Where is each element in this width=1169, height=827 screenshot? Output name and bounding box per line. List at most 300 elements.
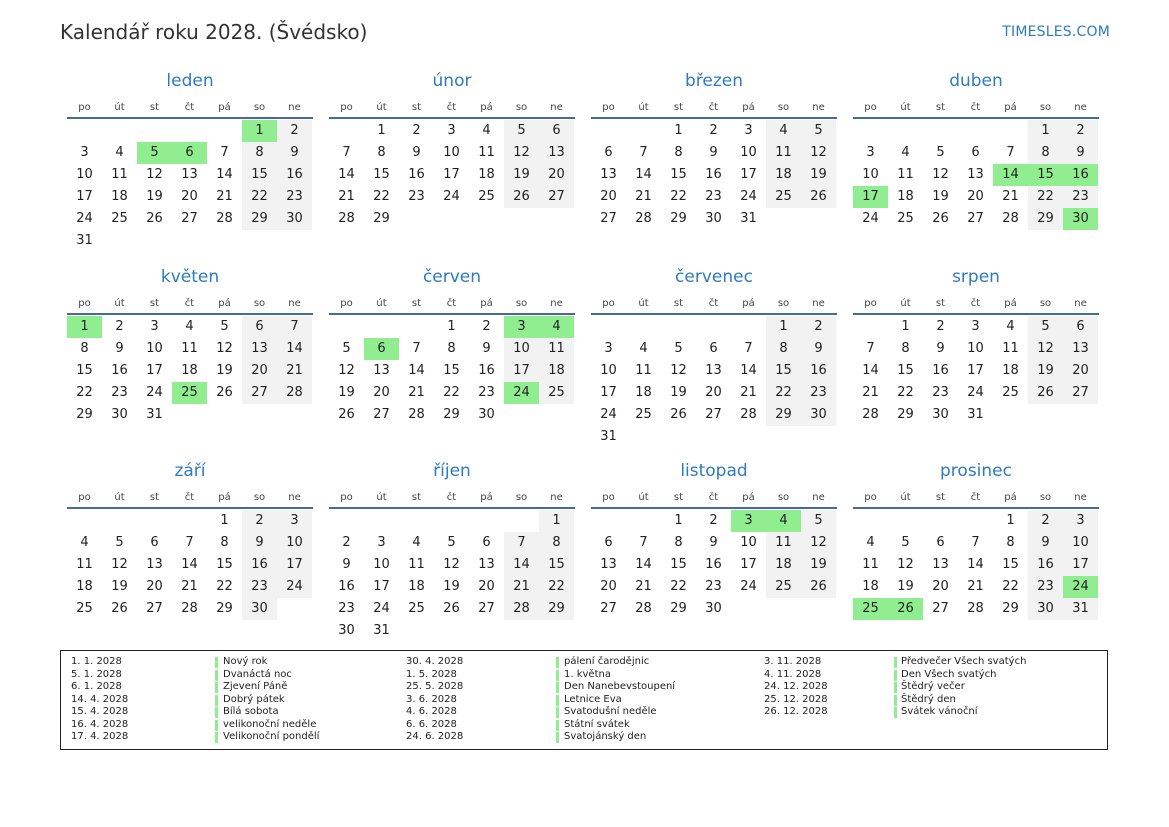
day-cell[interactable]: 27 xyxy=(478,601,495,616)
day-cell[interactable]: 14 xyxy=(967,557,984,572)
day-cell[interactable]: 16 xyxy=(1028,554,1063,576)
day-cell[interactable]: 3 xyxy=(744,123,753,138)
day-cell[interactable]: 27 xyxy=(242,382,277,404)
day-cell[interactable]: 6 xyxy=(971,145,980,160)
day-cell[interactable]: 8 xyxy=(80,341,89,356)
day-cell[interactable]: 2 xyxy=(277,120,312,142)
day-cell[interactable]: 2 xyxy=(709,513,718,528)
day-cell[interactable]: 18 xyxy=(862,579,879,594)
day-cell[interactable]: 14 xyxy=(408,363,425,378)
day-cell[interactable]: 17 xyxy=(740,167,757,182)
day-cell[interactable]: 19 xyxy=(801,164,836,186)
day-cell[interactable]: 29 xyxy=(1028,208,1063,230)
day-cell[interactable]: 25 xyxy=(1002,385,1019,400)
day-cell[interactable]: 18 xyxy=(181,363,198,378)
day-cell[interactable]: 16 xyxy=(705,167,722,182)
day-cell[interactable]: 11 xyxy=(111,167,128,182)
day-cell[interactable]: 2 xyxy=(412,123,421,138)
day-cell[interactable]: 21 xyxy=(408,385,425,400)
day-cell[interactable]: 2 xyxy=(242,510,277,532)
day-cell[interactable]: 16 xyxy=(705,557,722,572)
day-cell[interactable]: 24 xyxy=(740,189,757,204)
day-cell[interactable]: 6 xyxy=(1063,316,1098,338)
day-cell[interactable]: 7 xyxy=(342,145,351,160)
day-cell[interactable]: 23 xyxy=(338,601,355,616)
holiday-day-cell[interactable]: 6 xyxy=(364,338,399,360)
day-cell[interactable]: 15 xyxy=(373,167,390,182)
day-cell[interactable]: 4 xyxy=(115,145,124,160)
day-cell[interactable]: 26 xyxy=(216,385,233,400)
day-cell[interactable]: 3 xyxy=(447,123,456,138)
day-cell[interactable]: 22 xyxy=(1002,579,1019,594)
day-cell[interactable]: 23 xyxy=(277,186,312,208)
holiday-day-cell[interactable]: 3 xyxy=(504,316,539,338)
day-cell[interactable]: 12 xyxy=(897,557,914,572)
day-cell[interactable]: 11 xyxy=(478,145,495,160)
day-cell[interactable]: 5 xyxy=(801,510,836,532)
day-cell[interactable]: 22 xyxy=(670,189,687,204)
day-cell[interactable]: 26 xyxy=(801,576,836,598)
day-cell[interactable]: 7 xyxy=(185,535,194,550)
day-cell[interactable]: 29 xyxy=(216,601,233,616)
day-cell[interactable]: 27 xyxy=(1063,382,1098,404)
day-cell[interactable]: 21 xyxy=(216,189,233,204)
day-cell[interactable]: 26 xyxy=(1028,382,1063,404)
day-cell[interactable]: 20 xyxy=(967,189,984,204)
day-cell[interactable]: 28 xyxy=(338,211,355,226)
day-cell[interactable]: 10 xyxy=(76,167,93,182)
day-cell[interactable]: 7 xyxy=(412,341,421,356)
day-cell[interactable]: 6 xyxy=(604,145,613,160)
day-cell[interactable]: 11 xyxy=(1002,341,1019,356)
day-cell[interactable]: 8 xyxy=(242,142,277,164)
day-cell[interactable]: 31 xyxy=(76,233,93,248)
day-cell[interactable]: 20 xyxy=(600,579,617,594)
day-cell[interactable]: 27 xyxy=(539,186,574,208)
day-cell[interactable]: 27 xyxy=(373,407,390,422)
day-cell[interactable]: 1 xyxy=(539,510,574,532)
day-cell[interactable]: 24 xyxy=(146,385,163,400)
day-cell[interactable]: 6 xyxy=(709,341,718,356)
day-cell[interactable]: 22 xyxy=(373,189,390,204)
day-cell[interactable]: 28 xyxy=(740,407,757,422)
day-cell[interactable]: 28 xyxy=(635,601,652,616)
day-cell[interactable]: 24 xyxy=(76,211,93,226)
day-cell[interactable]: 19 xyxy=(801,554,836,576)
day-cell[interactable]: 12 xyxy=(504,142,539,164)
day-cell[interactable]: 5 xyxy=(342,341,351,356)
day-cell[interactable]: 10 xyxy=(277,532,312,554)
day-cell[interactable]: 17 xyxy=(373,579,390,594)
day-cell[interactable]: 15 xyxy=(76,363,93,378)
day-cell[interactable]: 15 xyxy=(766,360,801,382)
day-cell[interactable]: 24 xyxy=(373,601,390,616)
day-cell[interactable]: 13 xyxy=(932,557,949,572)
day-cell[interactable]: 10 xyxy=(373,557,390,572)
day-cell[interactable]: 29 xyxy=(373,211,390,226)
day-cell[interactable]: 16 xyxy=(801,360,836,382)
day-cell[interactable]: 23 xyxy=(111,385,128,400)
day-cell[interactable]: 3 xyxy=(604,341,613,356)
day-cell[interactable]: 14 xyxy=(338,167,355,182)
day-cell[interactable]: 20 xyxy=(181,189,198,204)
holiday-day-cell[interactable]: 5 xyxy=(137,142,172,164)
day-cell[interactable]: 29 xyxy=(670,211,687,226)
day-cell[interactable]: 29 xyxy=(670,601,687,616)
day-cell[interactable]: 7 xyxy=(639,145,648,160)
day-cell[interactable]: 11 xyxy=(635,363,652,378)
day-cell[interactable]: 21 xyxy=(1002,189,1019,204)
day-cell[interactable]: 17 xyxy=(146,363,163,378)
day-cell[interactable]: 25 xyxy=(766,576,801,598)
day-cell[interactable]: 19 xyxy=(932,189,949,204)
day-cell[interactable]: 11 xyxy=(76,557,93,572)
day-cell[interactable]: 3 xyxy=(1063,510,1098,532)
day-cell[interactable]: 7 xyxy=(220,145,229,160)
day-cell[interactable]: 9 xyxy=(709,535,718,550)
day-cell[interactable]: 29 xyxy=(766,404,801,426)
holiday-day-cell[interactable]: 3 xyxy=(731,510,766,532)
day-cell[interactable]: 10 xyxy=(740,535,757,550)
day-cell[interactable]: 16 xyxy=(242,554,277,576)
day-cell[interactable]: 25 xyxy=(76,601,93,616)
day-cell[interactable]: 2 xyxy=(801,316,836,338)
day-cell[interactable]: 12 xyxy=(111,557,128,572)
day-cell[interactable]: 5 xyxy=(901,535,910,550)
day-cell[interactable]: 31 xyxy=(740,211,757,226)
day-cell[interactable]: 18 xyxy=(76,579,93,594)
holiday-day-cell[interactable]: 16 xyxy=(1063,164,1098,186)
day-cell[interactable]: 14 xyxy=(181,557,198,572)
day-cell[interactable]: 19 xyxy=(443,579,460,594)
day-cell[interactable]: 24 xyxy=(967,385,984,400)
day-cell[interactable]: 17 xyxy=(600,385,617,400)
day-cell[interactable]: 13 xyxy=(478,557,495,572)
day-cell[interactable]: 3 xyxy=(377,535,386,550)
day-cell[interactable]: 9 xyxy=(936,341,945,356)
day-cell[interactable]: 21 xyxy=(635,579,652,594)
day-cell[interactable]: 8 xyxy=(674,535,683,550)
day-cell[interactable]: 11 xyxy=(862,557,879,572)
day-cell[interactable]: 9 xyxy=(242,532,277,554)
day-cell[interactable]: 9 xyxy=(412,145,421,160)
day-cell[interactable]: 23 xyxy=(801,382,836,404)
day-cell[interactable]: 25 xyxy=(635,407,652,422)
day-cell[interactable]: 7 xyxy=(504,532,539,554)
day-cell[interactable]: 10 xyxy=(862,167,879,182)
day-cell[interactable]: 4 xyxy=(412,535,421,550)
day-cell[interactable]: 3 xyxy=(150,319,159,334)
day-cell[interactable]: 16 xyxy=(338,579,355,594)
day-cell[interactable]: 6 xyxy=(150,535,159,550)
day-cell[interactable]: 30 xyxy=(705,211,722,226)
day-cell[interactable]: 16 xyxy=(932,363,949,378)
day-cell[interactable]: 5 xyxy=(674,341,683,356)
day-cell[interactable]: 17 xyxy=(76,189,93,204)
day-cell[interactable]: 3 xyxy=(277,510,312,532)
day-cell[interactable]: 28 xyxy=(181,601,198,616)
day-cell[interactable]: 20 xyxy=(600,189,617,204)
day-cell[interactable]: 14 xyxy=(635,557,652,572)
day-cell[interactable]: 10 xyxy=(146,341,163,356)
day-cell[interactable]: 13 xyxy=(242,338,277,360)
day-cell[interactable]: 4 xyxy=(482,123,491,138)
day-cell[interactable]: 28 xyxy=(635,211,652,226)
day-cell[interactable]: 16 xyxy=(408,167,425,182)
day-cell[interactable]: 7 xyxy=(866,341,875,356)
day-cell[interactable]: 15 xyxy=(1002,557,1019,572)
day-cell[interactable]: 25 xyxy=(111,211,128,226)
day-cell[interactable]: 1 xyxy=(674,513,683,528)
day-cell[interactable]: 28 xyxy=(216,211,233,226)
day-cell[interactable]: 24 xyxy=(740,579,757,594)
day-cell[interactable]: 5 xyxy=(801,120,836,142)
day-cell[interactable]: 21 xyxy=(635,189,652,204)
day-cell[interactable]: 18 xyxy=(635,385,652,400)
day-cell[interactable]: 11 xyxy=(408,557,425,572)
day-cell[interactable]: 2 xyxy=(936,319,945,334)
day-cell[interactable]: 19 xyxy=(216,363,233,378)
day-cell[interactable]: 6 xyxy=(539,120,574,142)
day-cell[interactable]: 20 xyxy=(1063,360,1098,382)
day-cell[interactable]: 1 xyxy=(766,316,801,338)
day-cell[interactable]: 25 xyxy=(478,189,495,204)
day-cell[interactable]: 5 xyxy=(447,535,456,550)
day-cell[interactable]: 13 xyxy=(705,363,722,378)
day-cell[interactable]: 28 xyxy=(862,407,879,422)
day-cell[interactable]: 26 xyxy=(932,211,949,226)
day-cell[interactable]: 14 xyxy=(740,363,757,378)
day-cell[interactable]: 6 xyxy=(242,316,277,338)
day-cell[interactable]: 8 xyxy=(377,145,386,160)
day-cell[interactable]: 2 xyxy=(482,319,491,334)
day-cell[interactable]: 30 xyxy=(1028,598,1063,620)
day-cell[interactable]: 22 xyxy=(216,579,233,594)
day-cell[interactable]: 22 xyxy=(242,186,277,208)
day-cell[interactable]: 9 xyxy=(709,145,718,160)
day-cell[interactable]: 29 xyxy=(1002,601,1019,616)
day-cell[interactable]: 14 xyxy=(277,338,312,360)
day-cell[interactable]: 21 xyxy=(504,576,539,598)
holiday-day-cell[interactable]: 26 xyxy=(888,598,923,620)
day-cell[interactable]: 1 xyxy=(674,123,683,138)
day-cell[interactable]: 15 xyxy=(216,557,233,572)
day-cell[interactable]: 28 xyxy=(1002,211,1019,226)
day-cell[interactable]: 9 xyxy=(1063,142,1098,164)
day-cell[interactable]: 29 xyxy=(76,407,93,422)
day-cell[interactable]: 8 xyxy=(901,341,910,356)
day-cell[interactable]: 15 xyxy=(443,363,460,378)
day-cell[interactable]: 4 xyxy=(766,120,801,142)
day-cell[interactable]: 31 xyxy=(373,623,390,638)
day-cell[interactable]: 6 xyxy=(482,535,491,550)
day-cell[interactable]: 20 xyxy=(478,579,495,594)
brand-link[interactable]: TIMESLES.COM xyxy=(1002,24,1110,40)
day-cell[interactable]: 22 xyxy=(76,385,93,400)
day-cell[interactable]: 12 xyxy=(216,341,233,356)
day-cell[interactable]: 29 xyxy=(539,598,574,620)
day-cell[interactable]: 13 xyxy=(967,167,984,182)
day-cell[interactable]: 18 xyxy=(766,164,801,186)
day-cell[interactable]: 13 xyxy=(539,142,574,164)
day-cell[interactable]: 30 xyxy=(111,407,128,422)
day-cell[interactable]: 9 xyxy=(1028,532,1063,554)
day-cell[interactable]: 17 xyxy=(443,167,460,182)
day-cell[interactable]: 28 xyxy=(967,601,984,616)
holiday-day-cell[interactable]: 4 xyxy=(766,510,801,532)
day-cell[interactable]: 1 xyxy=(447,319,456,334)
day-cell[interactable]: 10 xyxy=(443,145,460,160)
day-cell[interactable]: 8 xyxy=(1006,535,1015,550)
day-cell[interactable]: 13 xyxy=(146,557,163,572)
day-cell[interactable]: 27 xyxy=(932,601,949,616)
day-cell[interactable]: 22 xyxy=(897,385,914,400)
day-cell[interactable]: 18 xyxy=(408,579,425,594)
day-cell[interactable]: 3 xyxy=(866,145,875,160)
day-cell[interactable]: 28 xyxy=(408,407,425,422)
day-cell[interactable]: 17 xyxy=(504,360,539,382)
day-cell[interactable]: 24 xyxy=(600,407,617,422)
day-cell[interactable]: 17 xyxy=(1063,554,1098,576)
day-cell[interactable]: 1 xyxy=(377,123,386,138)
day-cell[interactable]: 19 xyxy=(1028,360,1063,382)
day-cell[interactable]: 7 xyxy=(277,316,312,338)
day-cell[interactable]: 11 xyxy=(766,142,801,164)
day-cell[interactable]: 22 xyxy=(766,382,801,404)
day-cell[interactable]: 9 xyxy=(482,341,491,356)
day-cell[interactable]: 8 xyxy=(539,532,574,554)
day-cell[interactable]: 2 xyxy=(342,535,351,550)
day-cell[interactable]: 12 xyxy=(146,167,163,182)
day-cell[interactable]: 13 xyxy=(600,167,617,182)
day-cell[interactable]: 19 xyxy=(670,385,687,400)
day-cell[interactable]: 12 xyxy=(801,532,836,554)
day-cell[interactable]: 27 xyxy=(600,601,617,616)
day-cell[interactable]: 22 xyxy=(1028,186,1063,208)
day-cell[interactable]: 23 xyxy=(1063,186,1098,208)
day-cell[interactable]: 30 xyxy=(932,407,949,422)
day-cell[interactable]: 21 xyxy=(740,385,757,400)
day-cell[interactable]: 19 xyxy=(338,385,355,400)
day-cell[interactable]: 8 xyxy=(674,145,683,160)
holiday-day-cell[interactable]: 6 xyxy=(172,142,207,164)
day-cell[interactable]: 19 xyxy=(504,164,539,186)
holiday-day-cell[interactable]: 30 xyxy=(1063,208,1098,230)
day-cell[interactable]: 18 xyxy=(766,554,801,576)
day-cell[interactable]: 17 xyxy=(277,554,312,576)
day-cell[interactable]: 1 xyxy=(220,513,229,528)
day-cell[interactable]: 15 xyxy=(670,167,687,182)
day-cell[interactable]: 10 xyxy=(504,338,539,360)
day-cell[interactable]: 21 xyxy=(967,579,984,594)
day-cell[interactable]: 21 xyxy=(181,579,198,594)
day-cell[interactable]: 8 xyxy=(447,341,456,356)
day-cell[interactable]: 29 xyxy=(242,208,277,230)
day-cell[interactable]: 31 xyxy=(967,407,984,422)
day-cell[interactable]: 15 xyxy=(897,363,914,378)
day-cell[interactable]: 31 xyxy=(600,429,617,444)
day-cell[interactable]: 2 xyxy=(1028,510,1063,532)
day-cell[interactable]: 23 xyxy=(932,385,949,400)
day-cell[interactable]: 4 xyxy=(866,535,875,550)
holiday-day-cell[interactable]: 4 xyxy=(539,316,574,338)
day-cell[interactable]: 18 xyxy=(539,360,574,382)
day-cell[interactable]: 26 xyxy=(146,211,163,226)
day-cell[interactable]: 11 xyxy=(766,532,801,554)
day-cell[interactable]: 25 xyxy=(897,211,914,226)
day-cell[interactable]: 9 xyxy=(115,341,124,356)
day-cell[interactable]: 7 xyxy=(639,535,648,550)
day-cell[interactable]: 12 xyxy=(670,363,687,378)
day-cell[interactable]: 10 xyxy=(967,341,984,356)
day-cell[interactable]: 10 xyxy=(740,145,757,160)
day-cell[interactable]: 14 xyxy=(635,167,652,182)
day-cell[interactable]: 4 xyxy=(80,535,89,550)
day-cell[interactable]: 14 xyxy=(216,167,233,182)
day-cell[interactable]: 20 xyxy=(539,164,574,186)
day-cell[interactable]: 21 xyxy=(338,189,355,204)
day-cell[interactable]: 16 xyxy=(277,164,312,186)
holiday-day-cell[interactable]: 24 xyxy=(1063,576,1098,598)
day-cell[interactable]: 20 xyxy=(705,385,722,400)
day-cell[interactable]: 10 xyxy=(600,363,617,378)
day-cell[interactable]: 4 xyxy=(639,341,648,356)
day-cell[interactable]: 16 xyxy=(111,363,128,378)
day-cell[interactable]: 8 xyxy=(1028,142,1063,164)
day-cell[interactable]: 9 xyxy=(342,557,351,572)
day-cell[interactable]: 20 xyxy=(932,579,949,594)
day-cell[interactable]: 15 xyxy=(242,164,277,186)
day-cell[interactable]: 13 xyxy=(181,167,198,182)
day-cell[interactable]: 5 xyxy=(1028,316,1063,338)
day-cell[interactable]: 18 xyxy=(1002,363,1019,378)
day-cell[interactable]: 5 xyxy=(936,145,945,160)
holiday-day-cell[interactable]: 25 xyxy=(853,598,888,620)
day-cell[interactable]: 26 xyxy=(504,186,539,208)
day-cell[interactable]: 2 xyxy=(709,123,718,138)
day-cell[interactable]: 31 xyxy=(1063,598,1098,620)
day-cell[interactable]: 31 xyxy=(146,407,163,422)
day-cell[interactable]: 1 xyxy=(1028,120,1063,142)
day-cell[interactable]: 11 xyxy=(539,338,574,360)
day-cell[interactable]: 6 xyxy=(936,535,945,550)
day-cell[interactable]: 6 xyxy=(604,535,613,550)
day-cell[interactable]: 25 xyxy=(766,186,801,208)
day-cell[interactable]: 1 xyxy=(1006,513,1015,528)
day-cell[interactable]: 4 xyxy=(901,145,910,160)
day-cell[interactable]: 17 xyxy=(740,557,757,572)
day-cell[interactable]: 27 xyxy=(705,407,722,422)
day-cell[interactable]: 28 xyxy=(277,382,312,404)
day-cell[interactable]: 2 xyxy=(1063,120,1098,142)
day-cell[interactable]: 9 xyxy=(801,338,836,360)
day-cell[interactable]: 30 xyxy=(478,407,495,422)
day-cell[interactable]: 23 xyxy=(1028,576,1063,598)
day-cell[interactable]: 23 xyxy=(478,385,495,400)
day-cell[interactable]: 23 xyxy=(242,576,277,598)
day-cell[interactable]: 2 xyxy=(115,319,124,334)
day-cell[interactable]: 23 xyxy=(408,189,425,204)
day-cell[interactable]: 21 xyxy=(277,360,312,382)
day-cell[interactable]: 14 xyxy=(862,363,879,378)
day-cell[interactable]: 30 xyxy=(801,404,836,426)
day-cell[interactable]: 26 xyxy=(111,601,128,616)
day-cell[interactable]: 25 xyxy=(408,601,425,616)
holiday-day-cell[interactable]: 14 xyxy=(993,164,1028,186)
day-cell[interactable]: 16 xyxy=(478,363,495,378)
day-cell[interactable]: 27 xyxy=(146,601,163,616)
day-cell[interactable]: 12 xyxy=(338,363,355,378)
